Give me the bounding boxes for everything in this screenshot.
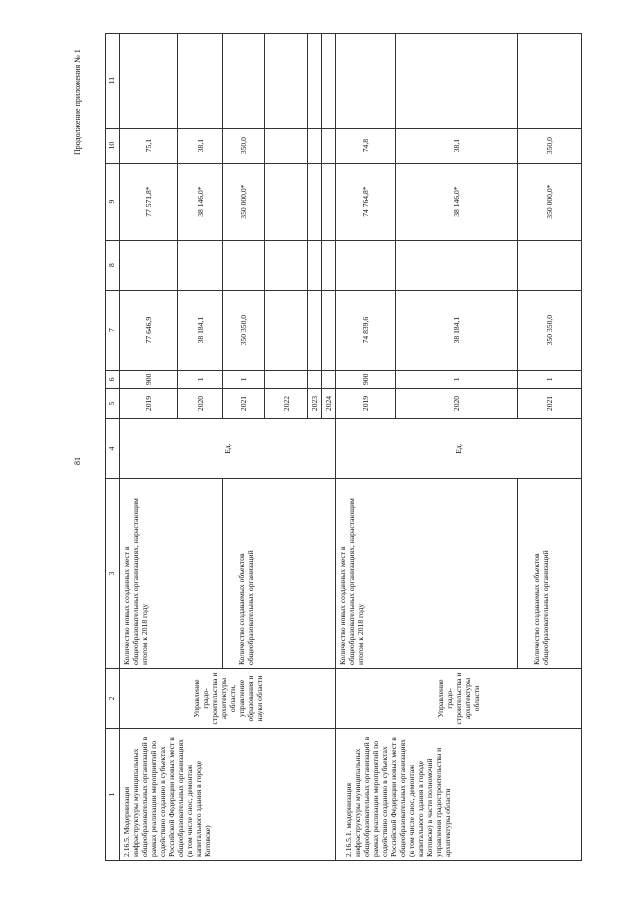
executor: Управление градо-строительства и архитектуры области <box>336 669 582 729</box>
value-col7: 350 350,0 <box>518 290 582 370</box>
value-col7: 74 839,6 <box>336 290 396 370</box>
value-col9 <box>322 163 336 240</box>
value-col11 <box>120 33 178 128</box>
value-col11 <box>336 33 396 128</box>
value-col6 <box>265 370 308 388</box>
value-col10: 38,1 <box>396 128 518 163</box>
value-col6: 1 <box>178 370 223 388</box>
header-cell: 9 <box>106 163 120 240</box>
page-number: 81 <box>73 457 82 465</box>
unit: Ед. <box>336 419 582 479</box>
indicator-2: Количество создаваемых объектов общеобразовательных организаций <box>518 479 582 669</box>
value-col11 <box>178 33 223 128</box>
executor: Управление градо-строительства и архитектуры области, управление образования и науки области <box>120 669 336 729</box>
year: 2019 <box>336 389 396 419</box>
indicator-2: Количество создаваемых объектов общеобразовательных организаций <box>223 479 336 669</box>
year: 2020 <box>178 389 223 419</box>
table-row <box>336 33 396 860</box>
value-col7 <box>265 290 308 370</box>
header-cell: 8 <box>106 240 120 290</box>
value-col6: 900 <box>336 370 396 388</box>
header-cell: 2 <box>106 669 120 729</box>
value-col8 <box>265 240 308 290</box>
value-col11 <box>265 33 308 128</box>
measure-name: 2.16.5. Модернизация инфраструктуры муниципальных общеобразовательных организаций в рамках реализации мероприятий по содействию созданию в субъектах Российской Федерации новых мест в общеобразовательных организациях (в том числе снос, демонтаж капитального здания в городе Котовске) <box>120 729 336 861</box>
value-col10 <box>308 128 322 163</box>
year: 2019 <box>120 389 178 419</box>
value-col7 <box>308 290 322 370</box>
header-cell: 1 <box>106 729 120 861</box>
value-col7: 38 184,1 <box>178 290 223 370</box>
value-col9 <box>308 163 322 240</box>
value-col11 <box>322 33 336 128</box>
value-col7: 38 184,1 <box>396 290 518 370</box>
value-col9 <box>265 163 308 240</box>
value-col9: 350 000,0* <box>223 163 265 240</box>
value-col9: 38 146,0* <box>396 163 518 240</box>
value-col8 <box>308 240 322 290</box>
value-col11 <box>223 33 265 128</box>
year: 2020 <box>396 389 518 419</box>
measure-name: 2.16.5.1. модернизация инфраструктуры муниципальных общеобразовательных организаций в рамках реализации мероприятий по содействию созданию в субъектах Российской Федерации новых мест в общеобразовательных организациях (в том числе снос, демонтаж капитального здания в городе Котовске) в части полномочий управления градостроительства и архитектуры области <box>336 729 582 861</box>
header-cell: 6 <box>106 370 120 388</box>
value-col11 <box>308 33 322 128</box>
value-col10: 350,0 <box>518 128 582 163</box>
header-cell: 10 <box>106 128 120 163</box>
value-col8 <box>518 240 582 290</box>
value-col11 <box>396 33 518 128</box>
year: 2021 <box>518 389 582 419</box>
appendix-caption: Продолжение приложения № 1 <box>73 49 82 155</box>
value-col9: 77 571,8* <box>120 163 178 240</box>
year: 2023 <box>308 389 322 419</box>
year: 2024 <box>322 389 336 419</box>
value-col10: 350,0 <box>223 128 265 163</box>
value-col10: 74,8 <box>336 128 396 163</box>
indicator-1: Количество новых созданных мест в общеобразовательных организациях, нарастающим итогом к 2018 году <box>336 479 518 669</box>
value-col10: 38,1 <box>178 128 223 163</box>
value-col9: 38 146,0* <box>178 163 223 240</box>
header-cell: 4 <box>106 419 120 479</box>
value-col6: 1 <box>396 370 518 388</box>
value-col8 <box>396 240 518 290</box>
header-cell: 7 <box>106 290 120 370</box>
header-cell: 11 <box>106 33 120 128</box>
year: 2022 <box>265 389 308 419</box>
header-row <box>106 33 120 860</box>
value-col10: 75,1 <box>120 128 178 163</box>
program-table <box>105 33 582 861</box>
value-col10 <box>265 128 308 163</box>
value-col8 <box>178 240 223 290</box>
header-cell: 3 <box>106 479 120 669</box>
unit: Ед. <box>120 419 336 479</box>
value-col6: 1 <box>518 370 582 388</box>
table-row <box>120 33 178 860</box>
value-col9: 350 000,0* <box>518 163 582 240</box>
value-col8 <box>336 240 396 290</box>
value-col7 <box>322 290 336 370</box>
indicator-1: Количество новых созданных мест в общеобразовательных организациях, нарастающим итогом к 2018 году <box>120 479 223 669</box>
value-col6 <box>308 370 322 388</box>
value-col10 <box>322 128 336 163</box>
value-col6: 900 <box>120 370 178 388</box>
value-col6 <box>322 370 336 388</box>
value-col8 <box>322 240 336 290</box>
year: 2021 <box>223 389 265 419</box>
value-col8 <box>120 240 178 290</box>
value-col7: 77 646,9 <box>120 290 178 370</box>
value-col6: 1 <box>223 370 265 388</box>
header-cell: 5 <box>106 389 120 419</box>
value-col8 <box>223 240 265 290</box>
value-col11 <box>518 33 582 128</box>
value-col9: 74 764,8* <box>336 163 396 240</box>
value-col7: 350 350,0 <box>223 290 265 370</box>
